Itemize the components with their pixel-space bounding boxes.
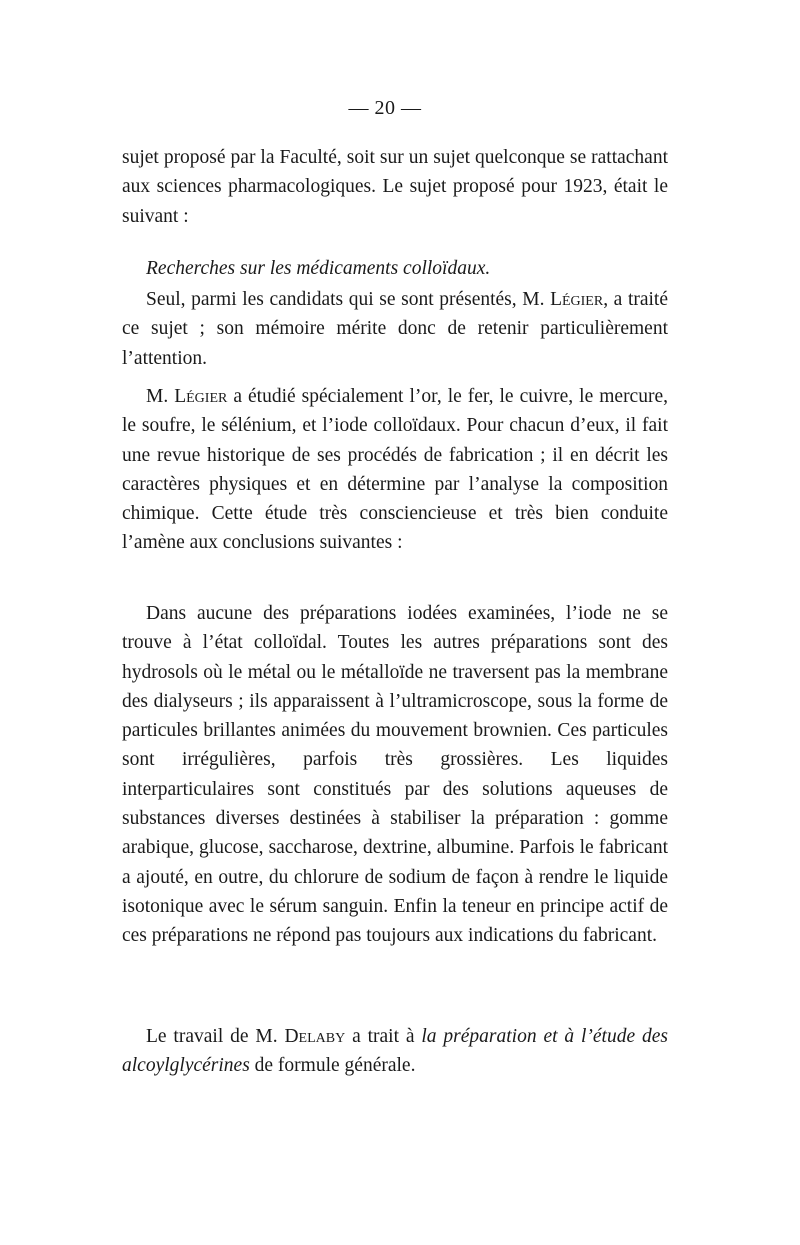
paragraph-6 bbox=[122, 1022, 668, 1081]
paragraph-2-title bbox=[122, 254, 668, 283]
author-name-delaby: Delaby bbox=[284, 1026, 346, 1047]
paragraph-4 bbox=[122, 382, 668, 558]
paragraph-4-text-a: M. bbox=[146, 386, 175, 407]
paragraph-5 bbox=[122, 599, 668, 951]
author-name-legier-2: Légier bbox=[174, 386, 228, 407]
paragraph-4-text-b: a étudié spécialement l’or, le fer, le cuivre, le mercure, le soufre, le sélénium, et l’iode colloïdaux. Pour chacun d’eux, il fait une revue historique de ses procédés de fabrication ; il en décrit les caractères physiques et en détermine par l’analyse la composition chimique. Cette étude très consciencieuse et très bien conduite l’amène aux conclusions suivantes : bbox=[122, 386, 668, 554]
delaby-thesis-title: la préparation et à l’étude des alcoylglycérines bbox=[122, 1026, 668, 1077]
paragraph-1 bbox=[122, 143, 668, 231]
page-number: — 20 — bbox=[348, 97, 422, 119]
author-name-legier: Légier bbox=[550, 289, 604, 310]
paragraph-5-text: Dans aucune des préparations iodées examinées, l’iode ne se trouve à l’état colloïdal. Toutes les autres préparations sont des hydrosols où le métal ou le métalloïde ne traversent pas la membrane des dialyseurs ; ils apparaissent à l’ultramicroscope, sous la forme de particules brillantes animées du mouvement brownien. Ces particules sont irrégulières, parfois très grossières. Les liquides interparticulaires sont constitués par des solutions aqueuses de substances diverses destinées à stabiliser la préparation : gomme arabique, glucose, saccharose, dextrine, albumine. Parfois le fabricant a ajouté, en outre, du chlorure de sodium de façon à rendre le liquide isotonique avec le sérum sanguin. Enfin la teneur en principe actif de ces préparations ne répond pas toujours aux indications du fabricant. bbox=[122, 603, 668, 947]
paragraph-6-text-c: de formule générale. bbox=[249, 1055, 416, 1077]
paragraph-3 bbox=[122, 285, 668, 373]
paragraph-3-text-a: Seul, parmi les candidats qui se sont présentés, M. bbox=[146, 289, 551, 310]
paragraph-3-text-b: , a traité ce sujet ; son mémoire mérite donc de retenir particulièrement l’attention. bbox=[122, 289, 668, 369]
paragraph-1-text: sujet proposé par la Faculté, soit sur un sujet quelconque se rattachant aux sciences pharmacologiques. Le sujet proposé pour 1923, était le suivant : bbox=[122, 147, 668, 227]
paragraph-6-text-b: a trait à bbox=[345, 1026, 422, 1047]
thesis-title: Recherches sur les médicaments colloïdaux. bbox=[146, 258, 491, 279]
paragraph-6-text-a: Le travail de M. bbox=[146, 1026, 285, 1047]
